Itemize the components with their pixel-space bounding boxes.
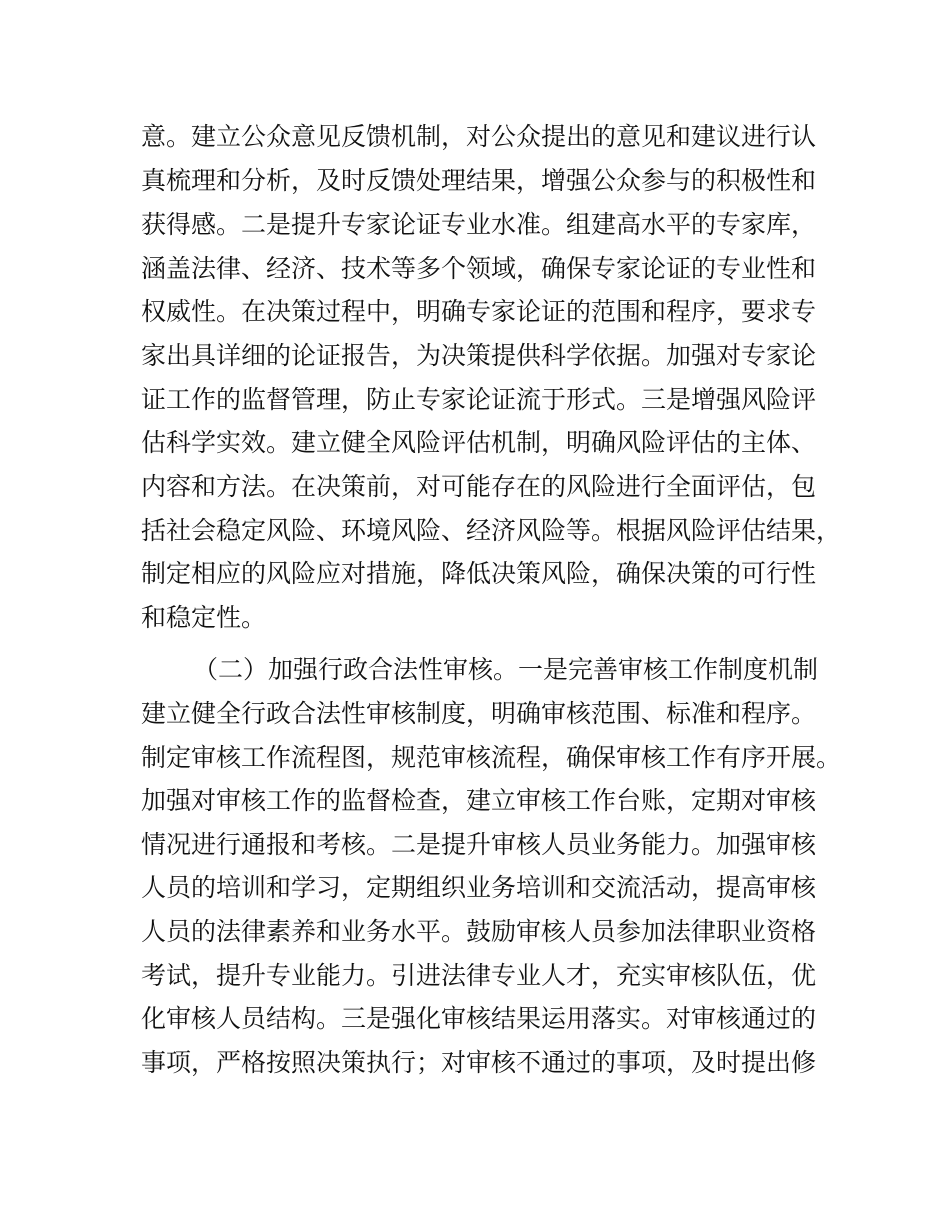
text-line: 真梳理和分析，及时反馈处理结果，增强公众参与的积极性和 — [141, 166, 817, 195]
text-line: 化审核人员结构。三是强化审核结果运用落实。对审核通过的 — [141, 1004, 817, 1033]
text-line: 人员的法律素养和业务水平。鼓励审核人员参加法律职业资格 — [141, 917, 817, 946]
text-line: 建立健全行政合法性审核制度，明确审核范围、标准和程序。 — [141, 699, 817, 728]
text-line: 加强对审核工作的监督检查，建立审核工作台账，定期对审核 — [141, 786, 817, 815]
text-line: 人员的培训和学习，定期组织业务培训和交流活动，提高审核 — [141, 873, 817, 902]
text-line: 事项，严格按照决策执行；对审核不通过的事项，及时提出修 — [141, 1048, 817, 1077]
section-heading-line: （二）加强行政合法性审核。一是完善审核工作制度机制 — [193, 655, 819, 684]
text-line: 内容和方法。在决策前，对可能存在的风险进行全面评估，包 — [141, 472, 817, 501]
text-line: 获得感。二是提升专家论证专业水准。组建高水平的专家库， — [141, 210, 817, 239]
text-line: 涵盖法律、经济、技术等多个领域，确保专家论证的专业性和 — [141, 254, 817, 283]
text-line: 制定相应的风险应对措施，降低决策风险，确保决策的可行性 — [141, 559, 817, 588]
text-line: 意。建立公众意见反馈机制，对公众提出的意见和建议进行认 — [141, 122, 817, 151]
text-line: 和稳定性。 — [141, 603, 267, 632]
text-line: 考试，提升专业能力。引进法律专业人才，充实审核队伍，优 — [141, 961, 817, 990]
text-line: 权威性。在决策过程中，明确专家论证的范围和程序，要求专 — [141, 297, 817, 326]
text-line: 括社会稳定风险、环境风险、经济风险等。根据风险评估结果， — [141, 516, 842, 545]
text-line: 证工作的监督管理，防止专家论证流于形式。三是增强风险评 — [141, 385, 817, 414]
text-line: 家出具详细的论证报告，为决策提供科学依据。加强对专家论 — [141, 341, 817, 370]
text-line: 制定审核工作流程图，规范审核流程，确保审核工作有序开展。 — [141, 743, 842, 772]
text-line: 情况进行通报和考核。二是提升审核人员业务能力。加强审核 — [141, 830, 817, 859]
text-line: 估科学实效。建立健全风险评估机制，明确风险评估的主体、 — [141, 428, 817, 457]
